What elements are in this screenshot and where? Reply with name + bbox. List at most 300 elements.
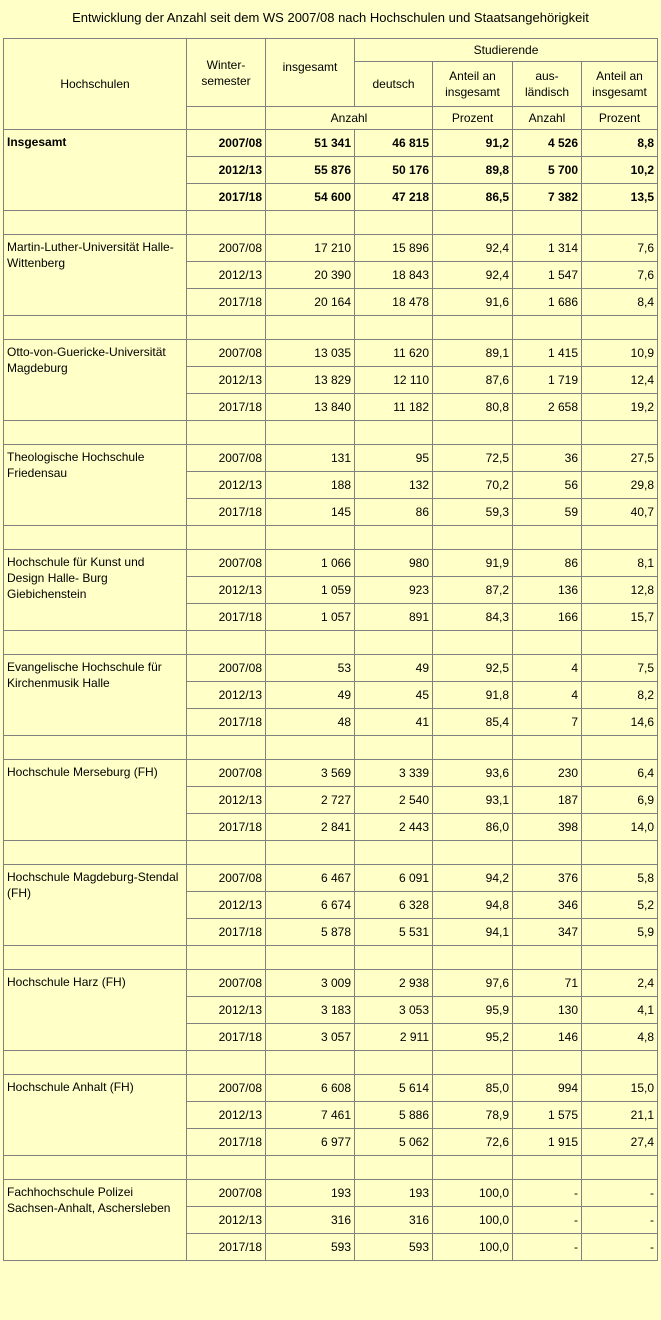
anteil-auslaendisch-cell: 8,4	[582, 289, 658, 316]
spacer-cell	[4, 1156, 187, 1180]
insgesamt-cell: 6 467	[266, 865, 355, 892]
spacer-cell	[433, 946, 513, 970]
semester-cell: 2007/08	[187, 1180, 266, 1207]
anteil-deutsch-cell: 92,5	[433, 655, 513, 682]
deutsch-cell: 193	[355, 1180, 433, 1207]
spacer-cell	[266, 526, 355, 550]
anteil-auslaendisch-cell: 4,8	[582, 1024, 658, 1051]
semester-cell: 2012/13	[187, 787, 266, 814]
auslaendisch-cell: 5 700	[513, 157, 582, 184]
spacer-cell	[266, 1156, 355, 1180]
anteil-deutsch-cell: 85,4	[433, 709, 513, 736]
insgesamt-cell: 13 035	[266, 340, 355, 367]
deutsch-cell: 6 328	[355, 892, 433, 919]
col-anteil-auslaendisch: Anteil an insgesamt	[582, 62, 658, 107]
anteil-auslaendisch-cell: 29,8	[582, 472, 658, 499]
hochschule-name: Martin-Luther-Universität Halle-Wittenberg	[4, 235, 187, 316]
insgesamt-cell: 593	[266, 1234, 355, 1261]
spacer-cell	[513, 316, 582, 340]
auslaendisch-cell: 4	[513, 655, 582, 682]
semester-cell: 2012/13	[187, 367, 266, 394]
deutsch-cell: 46 815	[355, 130, 433, 157]
auslaendisch-cell: 56	[513, 472, 582, 499]
spacer-cell	[4, 211, 187, 235]
deutsch-cell: 923	[355, 577, 433, 604]
deutsch-cell: 132	[355, 472, 433, 499]
hochschule-name: Evangelische Hochschule für Kirchenmusik Halle	[4, 655, 187, 736]
table-row	[4, 550, 658, 577]
anteil-auslaendisch-cell: 5,9	[582, 919, 658, 946]
spacer-cell	[266, 421, 355, 445]
anteil-auslaendisch-cell: 14,0	[582, 814, 658, 841]
insgesamt-cell: 1 059	[266, 577, 355, 604]
auslaendisch-cell: 59	[513, 499, 582, 526]
anteil-deutsch-cell: 84,3	[433, 604, 513, 631]
anteil-auslaendisch-cell: 4,1	[582, 997, 658, 1024]
anteil-deutsch-cell: 100,0	[433, 1207, 513, 1234]
spacer-cell	[4, 1051, 187, 1075]
auslaendisch-cell: 71	[513, 970, 582, 997]
anteil-auslaendisch-cell: 15,7	[582, 604, 658, 631]
hochschule-name: Otto-von-Guericke-Universität Magdeburg	[4, 340, 187, 421]
anteil-deutsch-cell: 80,8	[433, 394, 513, 421]
deutsch-cell: 3 053	[355, 997, 433, 1024]
table-body	[4, 130, 658, 1261]
anteil-auslaendisch-cell: 5,8	[582, 865, 658, 892]
auslaendisch-cell: 1 915	[513, 1129, 582, 1156]
spacer-cell	[433, 1051, 513, 1075]
auslaendisch-cell: 994	[513, 1075, 582, 1102]
anteil-auslaendisch-cell: 21,1	[582, 1102, 658, 1129]
semester-cell: 2007/08	[187, 970, 266, 997]
anteil-auslaendisch-cell: 12,8	[582, 577, 658, 604]
spacer-row	[4, 736, 658, 760]
semester-cell: 2007/08	[187, 340, 266, 367]
spacer-cell	[513, 421, 582, 445]
auslaendisch-cell: 86	[513, 550, 582, 577]
spacer-cell	[582, 421, 658, 445]
table-row	[4, 760, 658, 787]
semester-cell: 2012/13	[187, 577, 266, 604]
spacer-cell	[355, 526, 433, 550]
data-table	[3, 38, 658, 1261]
spacer-cell	[187, 526, 266, 550]
deutsch-cell: 49	[355, 655, 433, 682]
col-group-studierende: Studierende	[355, 39, 658, 62]
deutsch-cell: 5 614	[355, 1075, 433, 1102]
insgesamt-cell: 131	[266, 445, 355, 472]
spacer-cell	[355, 946, 433, 970]
anteil-deutsch-cell: 87,2	[433, 577, 513, 604]
deutsch-cell: 3 339	[355, 760, 433, 787]
insgesamt-cell: 54 600	[266, 184, 355, 211]
table-header	[4, 39, 658, 130]
col-insgesamt: insgesamt	[266, 39, 355, 107]
spacer-row	[4, 316, 658, 340]
deutsch-cell: 316	[355, 1207, 433, 1234]
deutsch-cell: 11 620	[355, 340, 433, 367]
spacer-cell	[187, 316, 266, 340]
deutsch-cell: 18 843	[355, 262, 433, 289]
insgesamt-cell: 51 341	[266, 130, 355, 157]
spacer-cell	[433, 841, 513, 865]
hochschule-name: Hochschule Harz (FH)	[4, 970, 187, 1051]
semester-cell: 2017/18	[187, 814, 266, 841]
insgesamt-cell: 6 977	[266, 1129, 355, 1156]
spacer-cell	[582, 211, 658, 235]
spacer-cell	[513, 211, 582, 235]
insgesamt-cell: 2 841	[266, 814, 355, 841]
spacer-cell	[513, 526, 582, 550]
table-row	[4, 1180, 658, 1207]
anteil-deutsch-cell: 85,0	[433, 1075, 513, 1102]
spacer-cell	[582, 526, 658, 550]
anteil-deutsch-cell: 91,6	[433, 289, 513, 316]
spacer-cell	[433, 316, 513, 340]
auslaendisch-cell: 346	[513, 892, 582, 919]
auslaendisch-cell: 187	[513, 787, 582, 814]
auslaendisch-cell: 1 719	[513, 367, 582, 394]
semester-cell: 2012/13	[187, 1102, 266, 1129]
insgesamt-cell: 55 876	[266, 157, 355, 184]
spacer-cell	[433, 421, 513, 445]
auslaendisch-cell: 1 314	[513, 235, 582, 262]
deutsch-cell: 5 886	[355, 1102, 433, 1129]
insgesamt-cell: 3 569	[266, 760, 355, 787]
anteil-deutsch-cell: 78,9	[433, 1102, 513, 1129]
spacer-row	[4, 631, 658, 655]
insgesamt-cell: 17 210	[266, 235, 355, 262]
spacer-cell	[433, 526, 513, 550]
deutsch-cell: 6 091	[355, 865, 433, 892]
table-row	[4, 970, 658, 997]
anteil-deutsch-cell: 89,1	[433, 340, 513, 367]
semester-cell: 2012/13	[187, 997, 266, 1024]
anteil-auslaendisch-cell: 10,2	[582, 157, 658, 184]
deutsch-cell: 5 531	[355, 919, 433, 946]
semester-cell: 2012/13	[187, 682, 266, 709]
spacer-cell	[187, 946, 266, 970]
spacer-cell	[513, 631, 582, 655]
semester-cell: 2017/18	[187, 919, 266, 946]
semester-cell: 2017/18	[187, 394, 266, 421]
anteil-deutsch-cell: 94,1	[433, 919, 513, 946]
hochschule-name: Insgesamt	[4, 130, 187, 211]
col-auslaendisch: aus- ländisch	[513, 62, 582, 107]
anteil-deutsch-cell: 95,9	[433, 997, 513, 1024]
anteil-auslaendisch-cell: -	[582, 1234, 658, 1261]
auslaendisch-cell: 230	[513, 760, 582, 787]
anteil-auslaendisch-cell: 40,7	[582, 499, 658, 526]
auslaendisch-cell: 376	[513, 865, 582, 892]
auslaendisch-cell: 4 526	[513, 130, 582, 157]
insgesamt-cell: 1 057	[266, 604, 355, 631]
semester-cell: 2012/13	[187, 472, 266, 499]
auslaendisch-cell: 130	[513, 997, 582, 1024]
spacer-cell	[187, 736, 266, 760]
anteil-auslaendisch-cell: 6,9	[582, 787, 658, 814]
spacer-cell	[582, 736, 658, 760]
anteil-deutsch-cell: 93,1	[433, 787, 513, 814]
insgesamt-cell: 145	[266, 499, 355, 526]
anteil-auslaendisch-cell: 8,1	[582, 550, 658, 577]
insgesamt-cell: 7 461	[266, 1102, 355, 1129]
spacer-row	[4, 946, 658, 970]
deutsch-cell: 2 540	[355, 787, 433, 814]
col-anteil-deutsch: Anteil an insgesamt	[433, 62, 513, 107]
spacer-cell	[355, 1051, 433, 1075]
auslaendisch-cell: -	[513, 1180, 582, 1207]
auslaendisch-cell: 1 547	[513, 262, 582, 289]
spacer-cell	[4, 421, 187, 445]
spacer-cell	[4, 526, 187, 550]
insgesamt-cell: 2 727	[266, 787, 355, 814]
anteil-deutsch-cell: 70,2	[433, 472, 513, 499]
insgesamt-cell: 193	[266, 1180, 355, 1207]
auslaendisch-cell: 1 575	[513, 1102, 582, 1129]
spacer-cell	[433, 211, 513, 235]
anteil-deutsch-cell: 86,0	[433, 814, 513, 841]
spacer-cell	[433, 631, 513, 655]
anteil-auslaendisch-cell: 7,6	[582, 262, 658, 289]
insgesamt-cell: 1 066	[266, 550, 355, 577]
deutsch-cell: 2 938	[355, 970, 433, 997]
spacer-cell	[187, 421, 266, 445]
unit-prozent: Prozent	[433, 107, 513, 130]
semester-cell: 2007/08	[187, 1075, 266, 1102]
anteil-deutsch-cell: 97,6	[433, 970, 513, 997]
spacer-cell	[433, 736, 513, 760]
spacer-cell	[266, 631, 355, 655]
insgesamt-cell: 48	[266, 709, 355, 736]
anteil-auslaendisch-cell: 27,5	[582, 445, 658, 472]
hochschule-name: Hochschule für Kunst und Design Halle- Burg Giebichenstein	[4, 550, 187, 631]
semester-cell: 2007/08	[187, 865, 266, 892]
semester-cell: 2017/18	[187, 499, 266, 526]
hochschule-name: Theologische Hochschule Friedensau	[4, 445, 187, 526]
semester-cell: 2007/08	[187, 550, 266, 577]
spacer-cell	[266, 211, 355, 235]
table-row	[4, 865, 658, 892]
auslaendisch-cell: 1 686	[513, 289, 582, 316]
unit-anzahl: Anzahl	[513, 107, 582, 130]
spacer-row	[4, 211, 658, 235]
spacer-row	[4, 841, 658, 865]
page-title: Entwicklung der Anzahl seit dem WS 2007/08 nach Hochschulen und Staatsangehörigkeit	[72, 10, 589, 25]
semester-cell: 2012/13	[187, 157, 266, 184]
insgesamt-cell: 53	[266, 655, 355, 682]
auslaendisch-cell: 4	[513, 682, 582, 709]
spacer-cell	[513, 1051, 582, 1075]
spacer-cell	[513, 946, 582, 970]
auslaendisch-cell: 1 415	[513, 340, 582, 367]
semester-cell: 2007/08	[187, 130, 266, 157]
deutsch-cell: 50 176	[355, 157, 433, 184]
deutsch-cell: 593	[355, 1234, 433, 1261]
anteil-deutsch-cell: 91,2	[433, 130, 513, 157]
semester-cell: 2017/18	[187, 184, 266, 211]
anteil-auslaendisch-cell: 19,2	[582, 394, 658, 421]
deutsch-cell: 11 182	[355, 394, 433, 421]
anteil-auslaendisch-cell: 7,5	[582, 655, 658, 682]
anteil-deutsch-cell: 91,8	[433, 682, 513, 709]
deutsch-cell: 891	[355, 604, 433, 631]
auslaendisch-cell: 398	[513, 814, 582, 841]
table-row	[4, 235, 658, 262]
anteil-deutsch-cell: 87,6	[433, 367, 513, 394]
semester-cell: 2017/18	[187, 604, 266, 631]
anteil-deutsch-cell: 89,8	[433, 157, 513, 184]
deutsch-cell: 47 218	[355, 184, 433, 211]
spacer-cell	[266, 946, 355, 970]
col-hochschulen: Hochschulen	[4, 39, 187, 130]
spacer-cell	[4, 736, 187, 760]
anteil-auslaendisch-cell: 7,6	[582, 235, 658, 262]
anteil-deutsch-cell: 100,0	[433, 1180, 513, 1207]
spacer-cell	[4, 841, 187, 865]
anteil-deutsch-cell: 92,4	[433, 235, 513, 262]
semester-cell: 2012/13	[187, 1207, 266, 1234]
spacer-cell	[582, 316, 658, 340]
unit-prozent: Prozent	[582, 107, 658, 130]
spacer-cell	[266, 736, 355, 760]
spacer-cell	[266, 841, 355, 865]
hochschule-name: Hochschule Merseburg (FH)	[4, 760, 187, 841]
auslaendisch-cell: 2 658	[513, 394, 582, 421]
deutsch-cell: 41	[355, 709, 433, 736]
anteil-deutsch-cell: 94,2	[433, 865, 513, 892]
anteil-auslaendisch-cell: 6,4	[582, 760, 658, 787]
table-row	[4, 1075, 658, 1102]
anteil-auslaendisch-cell: 2,4	[582, 970, 658, 997]
auslaendisch-cell: 7	[513, 709, 582, 736]
table-row	[4, 655, 658, 682]
semester-cell: 2007/08	[187, 655, 266, 682]
spacer-row	[4, 1051, 658, 1075]
insgesamt-cell: 6 608	[266, 1075, 355, 1102]
semester-cell: 2012/13	[187, 892, 266, 919]
spacer-cell	[433, 1156, 513, 1180]
anteil-deutsch-cell: 91,9	[433, 550, 513, 577]
anteil-deutsch-cell: 93,6	[433, 760, 513, 787]
spacer-cell	[582, 841, 658, 865]
insgesamt-cell: 6 674	[266, 892, 355, 919]
anteil-auslaendisch-cell: 14,6	[582, 709, 658, 736]
anteil-deutsch-cell: 94,8	[433, 892, 513, 919]
deutsch-cell: 15 896	[355, 235, 433, 262]
spacer-cell	[355, 316, 433, 340]
spacer-cell	[582, 946, 658, 970]
col-deutsch: deutsch	[355, 62, 433, 107]
auslaendisch-cell: 146	[513, 1024, 582, 1051]
deutsch-cell: 2 443	[355, 814, 433, 841]
deutsch-cell: 980	[355, 550, 433, 577]
anteil-deutsch-cell: 72,6	[433, 1129, 513, 1156]
semester-cell: 2007/08	[187, 235, 266, 262]
spacer-cell	[187, 841, 266, 865]
spacer-cell	[582, 1051, 658, 1075]
spacer-cell	[582, 1156, 658, 1180]
spacer-row	[4, 421, 658, 445]
spacer-cell	[355, 211, 433, 235]
auslaendisch-cell: 136	[513, 577, 582, 604]
auslaendisch-cell: 166	[513, 604, 582, 631]
insgesamt-cell: 316	[266, 1207, 355, 1234]
anteil-auslaendisch-cell: 27,4	[582, 1129, 658, 1156]
spacer-cell	[355, 841, 433, 865]
insgesamt-cell: 3 009	[266, 970, 355, 997]
auslaendisch-cell: 347	[513, 919, 582, 946]
spacer-cell	[355, 421, 433, 445]
semester-cell: 2017/18	[187, 1129, 266, 1156]
spacer-cell	[187, 1156, 266, 1180]
anteil-deutsch-cell: 92,4	[433, 262, 513, 289]
unit-cell-empty	[187, 107, 266, 130]
spacer-cell	[355, 1156, 433, 1180]
spacer-cell	[513, 736, 582, 760]
insgesamt-cell: 5 878	[266, 919, 355, 946]
insgesamt-cell: 20 390	[266, 262, 355, 289]
anteil-auslaendisch-cell: 15,0	[582, 1075, 658, 1102]
insgesamt-cell: 13 840	[266, 394, 355, 421]
insgesamt-cell: 20 164	[266, 289, 355, 316]
spacer-cell	[582, 631, 658, 655]
table-row	[4, 130, 658, 157]
col-semester: Winter- semester	[187, 39, 266, 107]
semester-cell: 2017/18	[187, 1024, 266, 1051]
insgesamt-cell: 3 057	[266, 1024, 355, 1051]
spacer-cell	[187, 631, 266, 655]
deutsch-cell: 86	[355, 499, 433, 526]
insgesamt-cell: 49	[266, 682, 355, 709]
anteil-auslaendisch-cell: 12,4	[582, 367, 658, 394]
semester-cell: 2017/18	[187, 289, 266, 316]
table-row	[4, 340, 658, 367]
hochschule-name: Hochschule Anhalt (FH)	[4, 1075, 187, 1156]
spacer-cell	[187, 211, 266, 235]
semester-cell: 2017/18	[187, 1234, 266, 1261]
anteil-auslaendisch-cell: 8,8	[582, 130, 658, 157]
anteil-deutsch-cell: 72,5	[433, 445, 513, 472]
spacer-cell	[4, 316, 187, 340]
anteil-deutsch-cell: 86,5	[433, 184, 513, 211]
auslaendisch-cell: -	[513, 1207, 582, 1234]
spacer-cell	[4, 631, 187, 655]
spacer-cell	[266, 1051, 355, 1075]
spacer-cell	[355, 736, 433, 760]
anteil-auslaendisch-cell: 8,2	[582, 682, 658, 709]
spacer-cell	[513, 841, 582, 865]
anteil-auslaendisch-cell: 5,2	[582, 892, 658, 919]
semester-cell: 2017/18	[187, 709, 266, 736]
anteil-auslaendisch-cell: -	[582, 1180, 658, 1207]
spacer-cell	[266, 316, 355, 340]
deutsch-cell: 18 478	[355, 289, 433, 316]
auslaendisch-cell: 36	[513, 445, 582, 472]
hochschule-name: Hochschule Magdeburg-Stendal (FH)	[4, 865, 187, 946]
anteil-deutsch-cell: 100,0	[433, 1234, 513, 1261]
auslaendisch-cell: -	[513, 1234, 582, 1261]
anteil-auslaendisch-cell: 13,5	[582, 184, 658, 211]
spacer-row	[4, 1156, 658, 1180]
spacer-cell	[513, 1156, 582, 1180]
insgesamt-cell: 3 183	[266, 997, 355, 1024]
hochschule-name: Fachhochschule Polizei Sachsen-Anhalt, Aschersleben	[4, 1180, 187, 1261]
deutsch-cell: 2 911	[355, 1024, 433, 1051]
spacer-cell	[4, 946, 187, 970]
spacer-row	[4, 526, 658, 550]
insgesamt-cell: 13 829	[266, 367, 355, 394]
